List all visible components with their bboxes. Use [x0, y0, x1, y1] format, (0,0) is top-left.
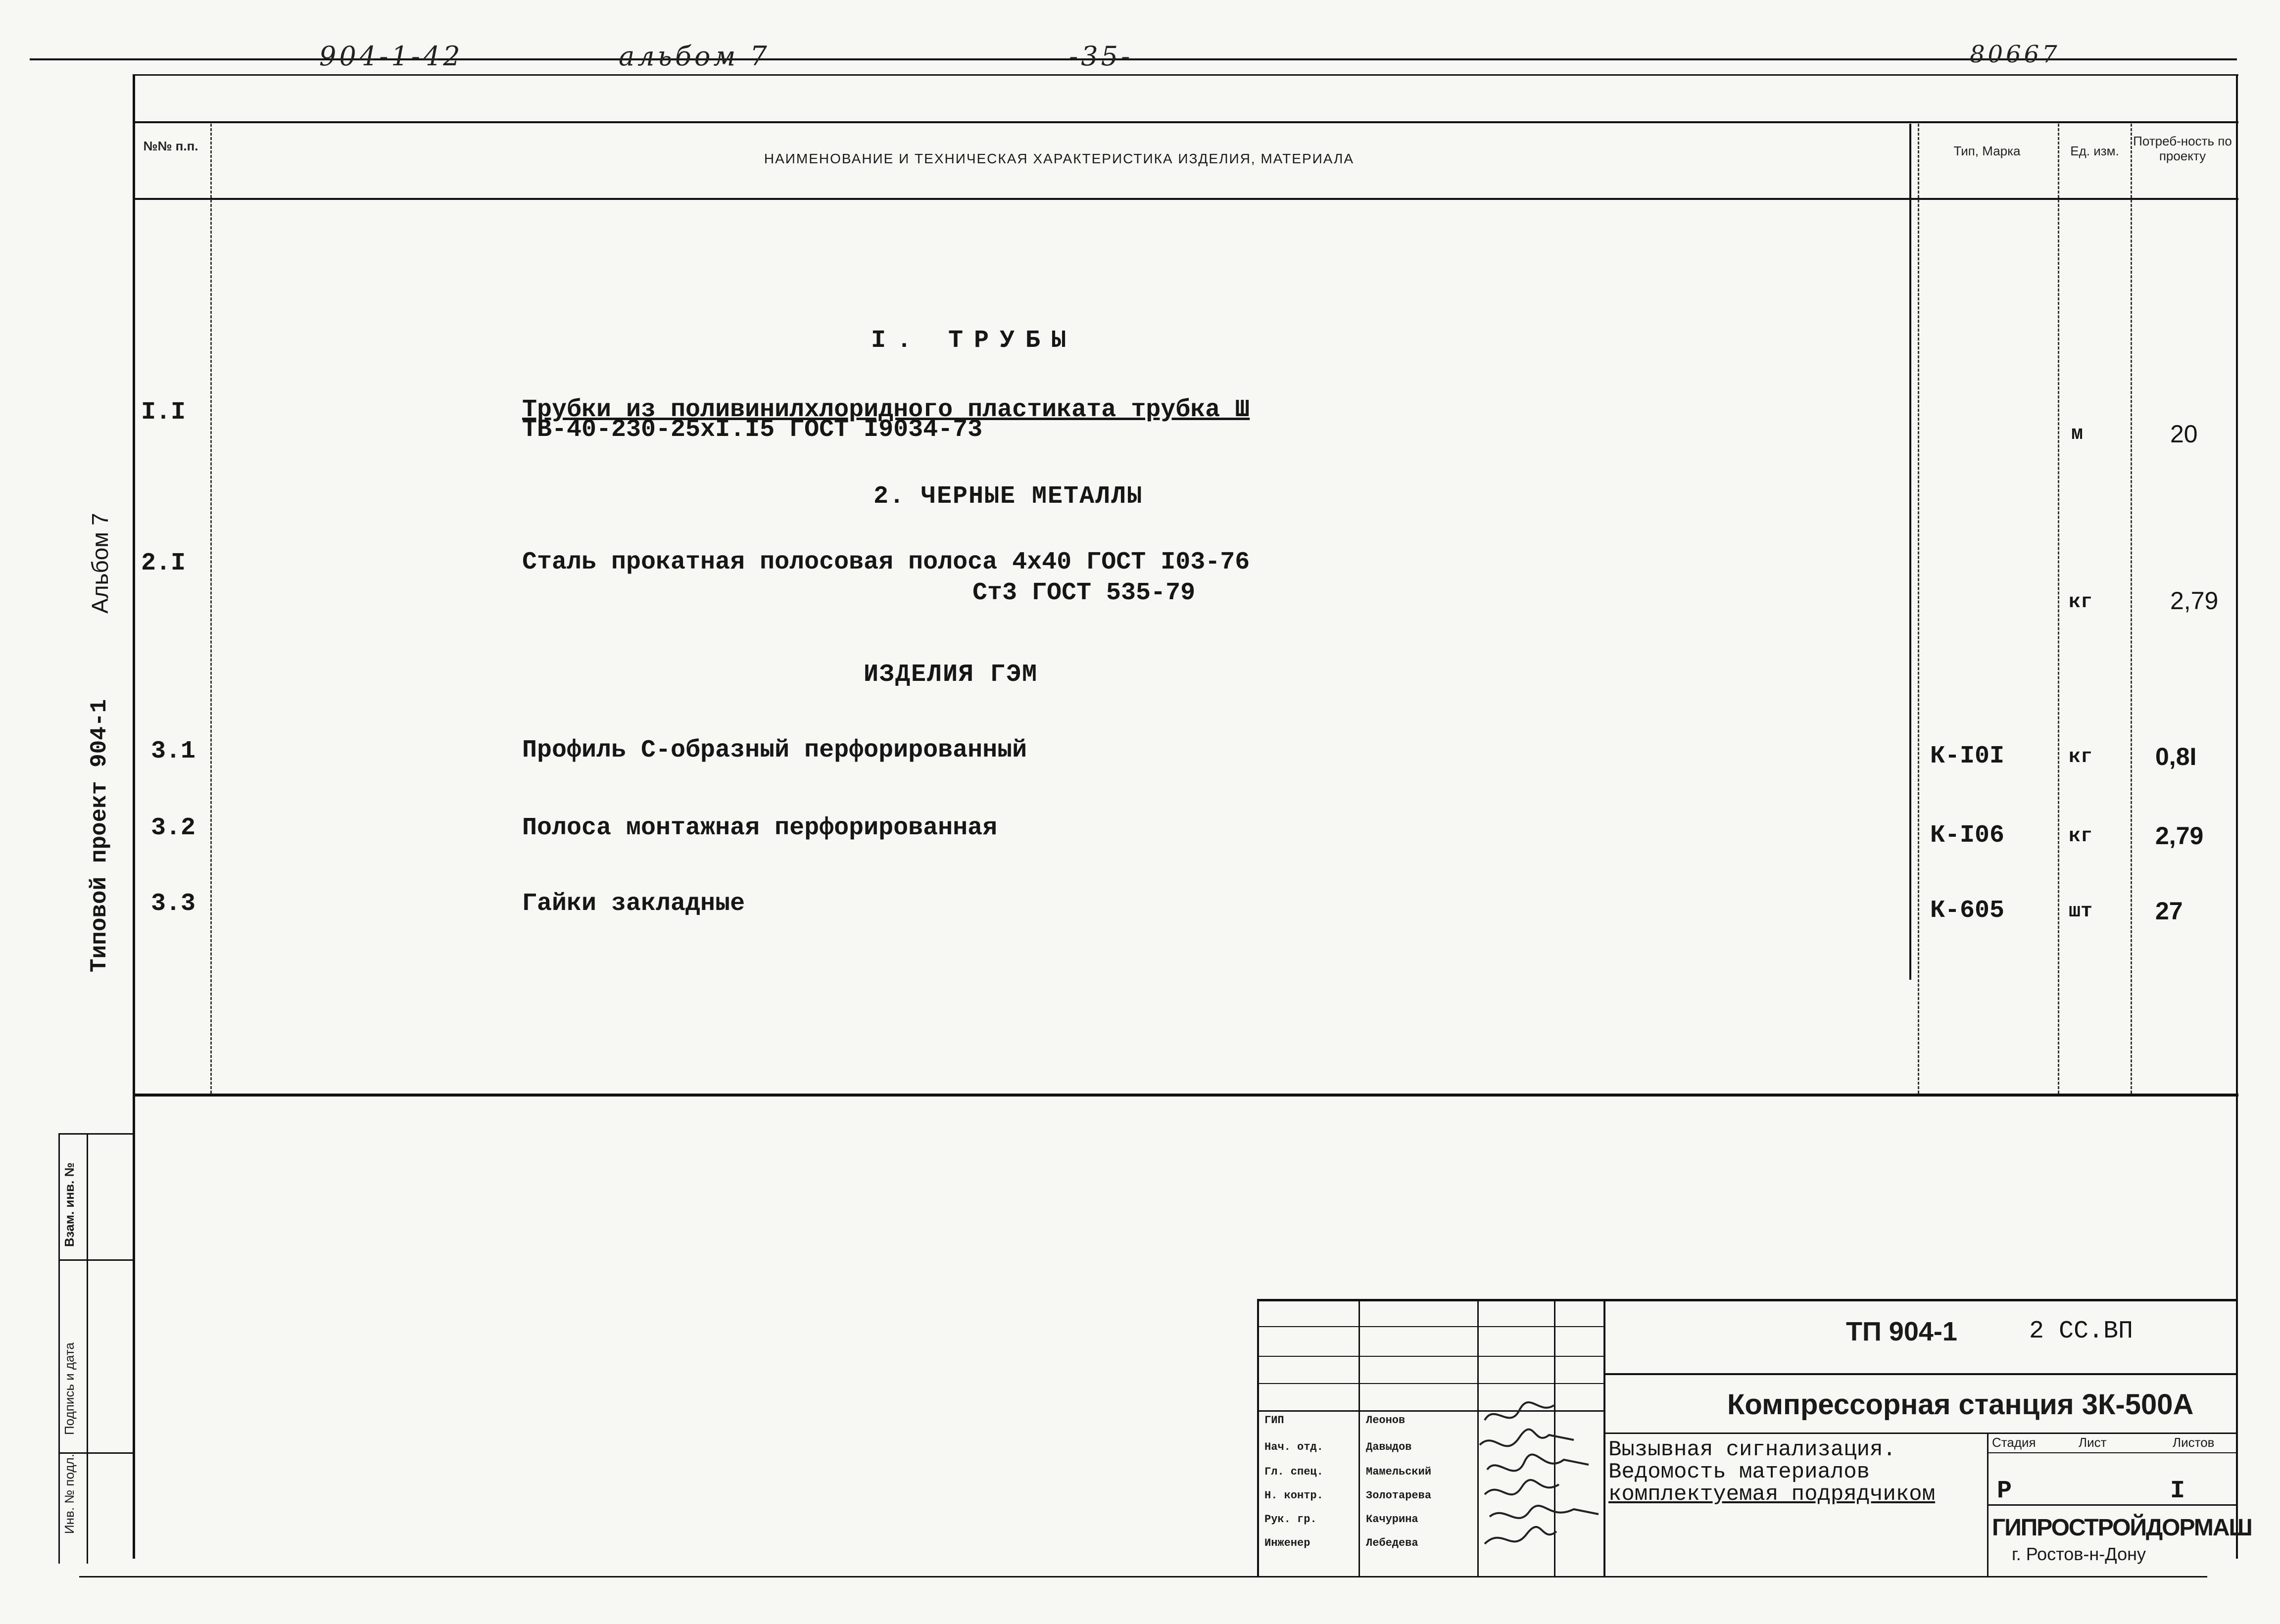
header-name-label: НАИМЕНОВАНИЕ И ТЕХНИЧЕСКАЯ ХАРАКТЕРИСТИКА ИЗДЕЛИЯ, МАТЕРИАЛА — [764, 151, 1355, 166]
row-unit: кг — [2069, 825, 2093, 848]
stamp-frame-left — [58, 1133, 60, 1564]
col-divider-type-2 — [1918, 124, 1919, 1094]
tb-col — [1603, 1301, 1605, 1576]
row-number: 3.1 — [151, 737, 196, 765]
col-divider-num — [210, 124, 212, 1094]
tb-left — [1257, 1299, 1259, 1576]
header-need-label: Потреб-ность по проекту — [2133, 134, 2232, 163]
sheets-label: Листов — [2173, 1435, 2215, 1450]
album-handwritten: альбом 7 — [619, 41, 770, 72]
stamp-field-inventory: Инв. № подл. — [62, 1454, 77, 1534]
tb-row — [1605, 1373, 2237, 1375]
person-name: Золотарева — [1366, 1489, 1432, 1502]
tb-row — [1605, 1433, 2237, 1434]
tb-row — [1257, 1356, 1603, 1357]
row-number: I.I — [141, 398, 186, 427]
person-name: Мамельский — [1366, 1466, 1432, 1478]
row-name-line1: Гайки закладные — [522, 890, 745, 918]
col-divider-need — [2131, 124, 2132, 1094]
tb-row — [1987, 1504, 2237, 1506]
row-name-line1: Трубки из поливинилхлоридного пластиката трубка Ш — [522, 396, 1250, 424]
sheet-label: Лист — [2079, 1435, 2107, 1450]
frame-left — [133, 74, 135, 1559]
doc-code: ТП 904-1 — [1846, 1317, 1957, 1346]
col-divider-type — [1909, 124, 1911, 980]
frame-bottom — [79, 1576, 2207, 1577]
person-role: Нач. отд. — [1264, 1441, 1323, 1453]
person-role: ГИП — [1264, 1414, 1284, 1427]
stamp-frame-inner — [87, 1133, 88, 1564]
row-unit: кг — [2069, 746, 2093, 768]
org-name: ГИПРОСТРОЙДОРМАШ — [1992, 1515, 2252, 1541]
header-type — [1920, 143, 2054, 158]
row-number: 2.I — [141, 549, 186, 577]
row-qty: 0,8I — [2155, 743, 2197, 770]
row-type: К-I06 — [1930, 821, 2005, 850]
row-type: К-605 — [1930, 897, 2005, 925]
org-city: г. Ростов-н-Дону — [2012, 1544, 2146, 1564]
project-code-handwritten: 904-1-42 — [319, 41, 463, 72]
table-bottom — [133, 1094, 2238, 1097]
header-name — [213, 151, 1905, 167]
header-num-label: №№ п.п. — [143, 139, 198, 153]
person-role: Рук. гр. — [1264, 1513, 1317, 1526]
col-divider-unit — [2058, 124, 2059, 1094]
sheet-value: I — [2170, 1477, 2185, 1505]
inventory-handwritten: 80667 — [1970, 41, 2060, 68]
stamp-divider — [58, 1133, 133, 1135]
header-num — [141, 139, 200, 153]
row-unit: шт — [2069, 901, 2093, 923]
stage-value: Р — [1997, 1477, 2012, 1505]
stamp-field-replaced: Взам. инв. № — [62, 1162, 77, 1247]
row-qty: 27 — [2155, 897, 2183, 925]
stamp-divider — [58, 1259, 133, 1261]
doc-description-line3: комплектуемая подрядчиком — [1608, 1482, 1936, 1507]
row-name-line1: Полоса монтажная перфорированная — [522, 814, 998, 842]
person-role: Н. контр. — [1264, 1489, 1323, 1502]
header-bottom — [133, 198, 2238, 200]
section-title-metals: 2. ЧЕРНЫЕ МЕТАЛЛЫ — [873, 482, 1143, 511]
person-role: Инженер — [1264, 1537, 1310, 1549]
row-name-line2: ТВ-40-230-25хI.I5 ГОСТ I9034-73 — [522, 416, 983, 444]
page-number-handwritten: -35- — [1069, 41, 1133, 72]
header-type-label: Тип, Марка — [1953, 143, 2021, 158]
row-unit: кг — [2069, 591, 2093, 614]
object-name: Компрессорная станция 3К-500А — [1727, 1388, 2194, 1421]
section-title-pipes: I. ТРУБЫ — [871, 327, 1077, 355]
row-qty: 2,79 — [2155, 822, 2204, 850]
header-unit-label: Ед. изм. — [2070, 143, 2119, 158]
row-name-line1: Профиль С-образный перфорированный — [522, 736, 1027, 764]
tb-row — [1257, 1326, 1603, 1327]
side-project-label: Типовой проект 904-1 — [87, 699, 112, 972]
signatures-icon — [1475, 1400, 1603, 1564]
person-name: Леонов — [1366, 1414, 1406, 1427]
tb-row — [1257, 1383, 1603, 1384]
section-title-gem: ИЗДЕЛИЯ ГЭМ — [864, 661, 1038, 689]
header-unit — [2061, 143, 2128, 158]
header-need — [2133, 134, 2232, 163]
tb-col — [1358, 1301, 1360, 1576]
stamp-field-signature: Подпись и дата — [62, 1342, 77, 1435]
frame-right — [2236, 74, 2238, 1559]
tb-top — [1257, 1299, 2237, 1301]
table-top — [133, 121, 2238, 123]
person-name: Лебедева — [1366, 1537, 1418, 1549]
sheet-code: 2 СС.ВП — [2029, 1317, 2134, 1345]
row-name-line1: Сталь прокатная полосовая полоса 4х40 ГОСТ I03-76 — [522, 548, 1250, 576]
row-type: К-I0I — [1930, 742, 2005, 770]
row-name-line2: Ст3 ГОСТ 535-79 — [972, 579, 1196, 607]
person-name: Качурина — [1366, 1513, 1418, 1526]
side-album-label: Альбом 7 — [87, 513, 113, 614]
tb-row — [1987, 1452, 2237, 1453]
stage-label: Стадия — [1992, 1435, 2036, 1450]
doc-description-line1: Вызывная сигнализация. — [1608, 1437, 1896, 1462]
person-name: Давыдов — [1366, 1441, 1412, 1453]
row-qty: 2,79 — [2170, 587, 2219, 615]
doc-description-line2: Ведомость материалов — [1608, 1460, 1870, 1484]
row-qty: 20 — [2170, 420, 2198, 448]
row-unit: м — [2071, 423, 2084, 445]
row-number: 3.2 — [151, 814, 196, 842]
row-number: 3.3 — [151, 890, 196, 918]
person-role: Гл. спец. — [1264, 1466, 1323, 1478]
frame-top — [133, 74, 2238, 76]
